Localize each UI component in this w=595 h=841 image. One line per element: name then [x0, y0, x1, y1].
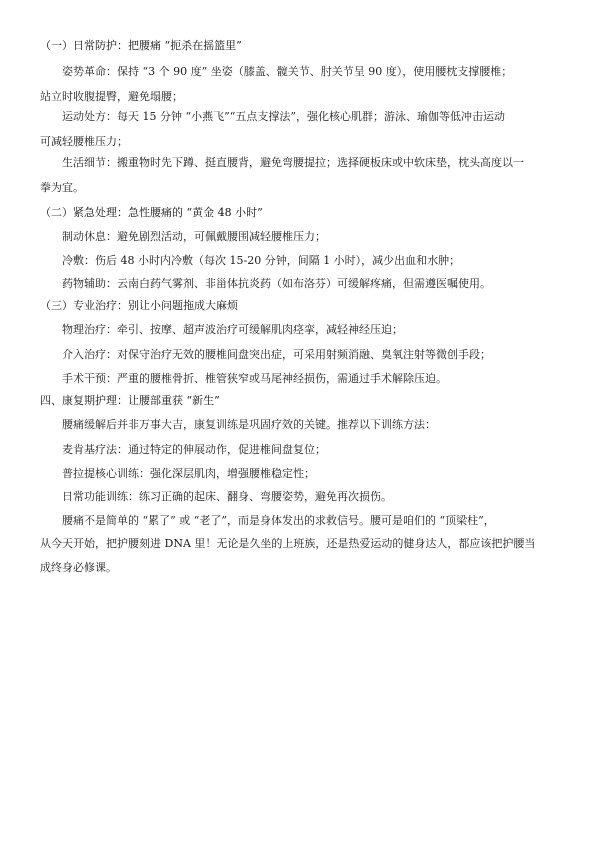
paragraph-rest: 制动休息：避免剧烈活动，可佩戴腰围减轻腰椎压力；: [62, 230, 326, 243]
section-heading-professional: （三）专业治疗：别让小问题拖成大麻烦: [40, 299, 238, 312]
paragraph-lifestyle-line-2: 拳为宜。: [40, 181, 84, 194]
paragraph-physical-therapy: 物理治疗：牵引、按摩、超声波治疗可缓解肌肉痉挛，减轻神经压迫；: [62, 323, 403, 336]
section-heading-rehabilitation: 四、康复期护理：让腰部重获 “新生”: [40, 394, 220, 407]
paragraph-surgery: 手术干预：严重的腰椎骨折、椎管狭窄或马尾神经损伤，需通过手术解除压迫。: [62, 372, 447, 385]
paragraph-conclusion-line-2: 从今天开始，把护腰刻进 DNA 里！无论是久坐的上班族，还是热爱运动的健身达人，都应该把护腰当: [40, 537, 536, 550]
paragraph-exercise-line-2: 可减轻腰椎压力；: [40, 135, 128, 148]
paragraph-conclusion-line-1: 腰痛不是简单的 “累了” 或 “老了”，而是身体发出的求救信号。腰可是咱们的 “顶梁柱”，: [62, 514, 495, 527]
paragraph-interventional: 介入治疗：对保守治疗无效的腰椎间盘突出症，可采用射频消融、臭氧注射等微创手段；: [62, 348, 491, 361]
paragraph-pilates: 普拉提核心训练：强化深层肌肉，增强腰椎稳定性；: [62, 467, 315, 480]
section-heading-daily-protection: （一）日常防护：把腰痛 “扼杀在摇篮里”: [40, 39, 242, 52]
paragraph-cold-compress: 冷敷：伤后 48 小时内冷敷（每次 15-20 分钟，间隔 1 小时），减少出血和水肿；: [62, 254, 461, 267]
paragraph-posture-line-2: 站立时收腹提臀，避免塌腰；: [40, 90, 183, 103]
paragraph-mckenzie: 麦肯基疗法：通过特定的伸展动作，促进椎间盘复位；: [62, 443, 326, 456]
section-heading-emergency: （二）紧急处理：急性腰痛的 “黄金 48 小时”: [40, 206, 263, 219]
paragraph-rehab-intro: 腰痛缓解后并非万事大吉，康复训练是巩固疗效的关键。推荐以下训练方法：: [62, 418, 436, 431]
paragraph-exercise-line-1: 运动处方：每天 15 分钟 “小燕飞”“五点支撑法”，强化核心肌群；游泳、瑜伽等低冲击运动: [62, 110, 505, 123]
paragraph-daily-function: 日常功能训练：练习正确的起床、翻身、弯腰姿势，避免再次损伤。: [62, 490, 392, 503]
paragraph-conclusion-line-3: 成终身必修课。: [40, 561, 117, 574]
paragraph-lifestyle-line-1: 生活细节：搬重物时先下蹲、挺直腰背，避免弯腰提拉；选择硬板床或中软床垫，枕头高度以一: [62, 156, 524, 169]
paragraph-posture-line-1: 姿势革命：保持 “3 个 90 度” 坐姿（膝盖、髋关节、肘关节呈 90 度），使用腰枕支撑腰椎；: [62, 65, 513, 78]
paragraph-medication: 药物辅助：云南白药气雾剂、非甾体抗炎药（如布洛芬）可缓解疼痛，但需遵医嘱使用。: [62, 277, 491, 290]
